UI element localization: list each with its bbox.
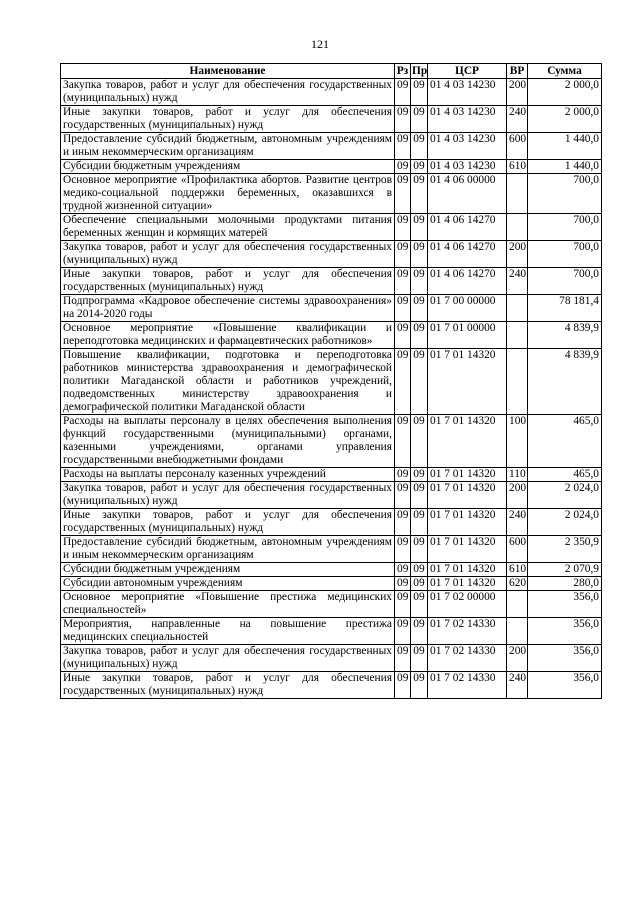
table-row bbox=[61, 349, 602, 415]
table-row bbox=[61, 563, 602, 577]
cell-rz: 09 bbox=[395, 591, 411, 618]
cell-sum: 356,0 bbox=[528, 672, 602, 699]
table-row bbox=[61, 295, 602, 322]
table-row bbox=[61, 174, 602, 214]
cell-csr: 01 7 02 14330 bbox=[428, 618, 507, 645]
table-body bbox=[61, 79, 602, 699]
cell-vr: 620 bbox=[507, 577, 528, 591]
cell-sum: 78 181,4 bbox=[528, 295, 602, 322]
cell-sum: 2 000,0 bbox=[528, 106, 602, 133]
cell-pr: 09 bbox=[411, 133, 428, 160]
cell-rz: 09 bbox=[395, 214, 411, 241]
cell-pr: 09 bbox=[411, 160, 428, 174]
table-row bbox=[61, 214, 602, 241]
cell-rz: 09 bbox=[395, 349, 411, 415]
cell-vr: 240 bbox=[507, 106, 528, 133]
cell-rz: 09 bbox=[395, 174, 411, 214]
cell-csr: 01 7 01 14320 bbox=[428, 536, 507, 563]
cell-pr: 09 bbox=[411, 536, 428, 563]
cell-rz: 09 bbox=[395, 536, 411, 563]
cell-name: Повышение квалификации, подготовка и переподготовка работников министерства здравоохранения и демографической политики Магаданской области и работников учреждений, подведомственных министерству здравоохранения и демографической политики Магаданской области bbox=[61, 349, 395, 415]
cell-vr: 240 bbox=[507, 509, 528, 536]
cell-pr: 09 bbox=[411, 106, 428, 133]
table-row bbox=[61, 79, 602, 106]
cell-vr: 610 bbox=[507, 563, 528, 577]
cell-sum: 4 839,9 bbox=[528, 349, 602, 415]
cell-rz: 09 bbox=[395, 79, 411, 106]
budget-table bbox=[60, 63, 602, 699]
cell-vr: 100 bbox=[507, 415, 528, 468]
cell-name: Закупка товаров, работ и услуг для обеспечения государственных (муниципальных) нужд bbox=[61, 482, 395, 509]
cell-vr: 110 bbox=[507, 468, 528, 482]
cell-pr: 09 bbox=[411, 645, 428, 672]
table-row bbox=[61, 536, 602, 563]
cell-pr: 09 bbox=[411, 174, 428, 214]
cell-vr: 200 bbox=[507, 241, 528, 268]
cell-vr bbox=[507, 214, 528, 241]
cell-rz: 09 bbox=[395, 160, 411, 174]
cell-vr bbox=[507, 174, 528, 214]
cell-pr: 09 bbox=[411, 79, 428, 106]
cell-csr: 01 7 01 00000 bbox=[428, 322, 507, 349]
cell-csr: 01 7 02 14330 bbox=[428, 645, 507, 672]
cell-name: Расходы на выплаты персоналу в целях обеспечения выполнения функций государственными (муниципальными) органами, казенными учреждениями, органами управления государственными внебюджетными фондами bbox=[61, 415, 395, 468]
cell-csr: 01 7 02 00000 bbox=[428, 591, 507, 618]
cell-vr: 200 bbox=[507, 645, 528, 672]
cell-name: Подпрограмма «Кадровое обеспечение системы здравоохранения» на 2014-2020 годы bbox=[61, 295, 395, 322]
cell-name: Субсидии бюджетным учреждениям bbox=[61, 563, 395, 577]
cell-pr: 09 bbox=[411, 591, 428, 618]
cell-name: Субсидии бюджетным учреждениям bbox=[61, 160, 395, 174]
cell-sum: 280,0 bbox=[528, 577, 602, 591]
cell-csr: 01 7 01 14320 bbox=[428, 577, 507, 591]
cell-pr: 09 bbox=[411, 577, 428, 591]
cell-vr bbox=[507, 295, 528, 322]
table-row bbox=[61, 482, 602, 509]
cell-pr: 09 bbox=[411, 618, 428, 645]
cell-sum: 2 024,0 bbox=[528, 509, 602, 536]
cell-name: Расходы на выплаты персоналу казенных учреждений bbox=[61, 468, 395, 482]
cell-vr bbox=[507, 322, 528, 349]
cell-csr: 01 4 03 14230 bbox=[428, 133, 507, 160]
cell-sum: 2 350,9 bbox=[528, 536, 602, 563]
cell-rz: 09 bbox=[395, 577, 411, 591]
cell-sum: 2 070,9 bbox=[528, 563, 602, 577]
table-header-row bbox=[61, 64, 602, 79]
cell-csr: 01 7 01 14320 bbox=[428, 563, 507, 577]
header-rz: Рз bbox=[395, 64, 411, 79]
cell-pr: 09 bbox=[411, 241, 428, 268]
cell-name: Основное мероприятие «Повышение престижа медицинских специальностей» bbox=[61, 591, 395, 618]
cell-sum: 700,0 bbox=[528, 241, 602, 268]
cell-rz: 09 bbox=[395, 415, 411, 468]
cell-rz: 09 bbox=[395, 618, 411, 645]
cell-vr: 240 bbox=[507, 268, 528, 295]
cell-pr: 09 bbox=[411, 672, 428, 699]
cell-csr: 01 7 01 14320 bbox=[428, 349, 507, 415]
cell-rz: 09 bbox=[395, 106, 411, 133]
cell-pr: 09 bbox=[411, 322, 428, 349]
cell-rz: 09 bbox=[395, 241, 411, 268]
cell-rz: 09 bbox=[395, 482, 411, 509]
cell-name: Закупка товаров, работ и услуг для обеспечения государственных (муниципальных) нужд bbox=[61, 79, 395, 106]
cell-name: Иные закупки товаров, работ и услуг для обеспечения государственных (муниципальных) нужд bbox=[61, 106, 395, 133]
cell-name: Закупка товаров, работ и услуг для обеспечения государственных (муниципальных) нужд bbox=[61, 645, 395, 672]
cell-name: Основное мероприятие «Повышение квалификации и переподготовка медицинских и фармацевтических работников» bbox=[61, 322, 395, 349]
cell-pr: 09 bbox=[411, 468, 428, 482]
table-row bbox=[61, 645, 602, 672]
cell-pr: 09 bbox=[411, 509, 428, 536]
cell-csr: 01 4 06 14270 bbox=[428, 268, 507, 295]
cell-name: Обеспечение специальными молочными продуктами питания беременных женщин и кормящих матерей bbox=[61, 214, 395, 241]
table-row bbox=[61, 106, 602, 133]
cell-csr: 01 4 03 14230 bbox=[428, 106, 507, 133]
cell-name: Основное мероприятие «Профилактика абортов. Развитие центров медико-социальной поддержки беременных, оказавшихся в трудной жизненной ситуации» bbox=[61, 174, 395, 214]
cell-name: Иные закупки товаров, работ и услуг для обеспечения государственных (муниципальных) нужд bbox=[61, 509, 395, 536]
cell-vr: 200 bbox=[507, 79, 528, 106]
cell-name: Иные закупки товаров, работ и услуг для обеспечения государственных (муниципальных) нужд bbox=[61, 672, 395, 699]
header-vr: ВР bbox=[507, 64, 528, 79]
cell-rz: 09 bbox=[395, 645, 411, 672]
cell-vr: 600 bbox=[507, 536, 528, 563]
cell-csr: 01 4 06 14270 bbox=[428, 241, 507, 268]
cell-vr bbox=[507, 349, 528, 415]
cell-sum: 356,0 bbox=[528, 618, 602, 645]
table-row bbox=[61, 322, 602, 349]
table-row bbox=[61, 160, 602, 174]
cell-pr: 09 bbox=[411, 563, 428, 577]
cell-csr: 01 7 01 14320 bbox=[428, 468, 507, 482]
table-row bbox=[61, 133, 602, 160]
cell-csr: 01 7 01 14320 bbox=[428, 509, 507, 536]
cell-csr: 01 4 03 14230 bbox=[428, 160, 507, 174]
cell-rz: 09 bbox=[395, 672, 411, 699]
header-pr: Пр bbox=[412, 65, 428, 77]
table-row bbox=[61, 415, 602, 468]
cell-csr: 01 4 06 14270 bbox=[428, 214, 507, 241]
cell-rz: 09 bbox=[395, 563, 411, 577]
cell-name: Предоставление субсидий бюджетным, автономным учреждениям и иным некоммерческим организациям bbox=[61, 133, 395, 160]
cell-sum: 2 000,0 bbox=[528, 79, 602, 106]
cell-sum: 4 839,9 bbox=[528, 322, 602, 349]
cell-pr: 09 bbox=[411, 482, 428, 509]
cell-vr: 600 bbox=[507, 133, 528, 160]
cell-rz: 09 bbox=[395, 133, 411, 160]
cell-csr: 01 7 02 14330 bbox=[428, 672, 507, 699]
cell-vr bbox=[507, 618, 528, 645]
cell-vr: 200 bbox=[507, 482, 528, 509]
cell-csr: 01 7 00 00000 bbox=[428, 295, 507, 322]
table-row bbox=[61, 509, 602, 536]
cell-name: Мероприятия, направленные на повышение престижа медицинских специальностей bbox=[61, 618, 395, 645]
table-row bbox=[61, 618, 602, 645]
cell-rz: 09 bbox=[395, 268, 411, 295]
cell-rz: 09 bbox=[395, 295, 411, 322]
table-row bbox=[61, 672, 602, 699]
cell-csr: 01 4 06 00000 bbox=[428, 174, 507, 214]
cell-sum: 2 024,0 bbox=[528, 482, 602, 509]
cell-sum: 356,0 bbox=[528, 591, 602, 618]
cell-name: Иные закупки товаров, работ и услуг для обеспечения государственных (муниципальных) нужд bbox=[61, 268, 395, 295]
cell-sum: 700,0 bbox=[528, 268, 602, 295]
table-row bbox=[61, 591, 602, 618]
header-csr: ЦСР bbox=[428, 64, 507, 79]
page-number: 121 bbox=[311, 37, 329, 51]
cell-name: Предоставление субсидий бюджетным, автономным учреждениям и иным некоммерческим организациям bbox=[61, 536, 395, 563]
cell-sum: 1 440,0 bbox=[528, 160, 602, 174]
cell-rz: 09 bbox=[395, 509, 411, 536]
cell-csr: 01 4 03 14230 bbox=[428, 79, 507, 106]
table-row bbox=[61, 468, 602, 482]
cell-vr bbox=[507, 591, 528, 618]
table-row bbox=[61, 268, 602, 295]
cell-csr: 01 7 01 14320 bbox=[428, 415, 507, 468]
cell-pr: 09 bbox=[411, 268, 428, 295]
cell-rz: 09 bbox=[395, 468, 411, 482]
table-row bbox=[61, 577, 602, 591]
cell-rz: 09 bbox=[395, 322, 411, 349]
cell-pr: 09 bbox=[411, 349, 428, 415]
cell-sum: 356,0 bbox=[528, 645, 602, 672]
cell-sum: 700,0 bbox=[528, 174, 602, 214]
cell-pr: 09 bbox=[411, 214, 428, 241]
cell-vr: 240 bbox=[507, 672, 528, 699]
cell-pr: 09 bbox=[411, 415, 428, 468]
cell-sum: 465,0 bbox=[528, 415, 602, 468]
cell-vr: 610 bbox=[507, 160, 528, 174]
cell-pr: 09 bbox=[411, 295, 428, 322]
header-name: Наименование bbox=[61, 64, 395, 79]
cell-sum: 465,0 bbox=[528, 468, 602, 482]
cell-name: Закупка товаров, работ и услуг для обеспечения государственных (муниципальных) нужд bbox=[61, 241, 395, 268]
cell-sum: 700,0 bbox=[528, 214, 602, 241]
cell-csr: 01 7 01 14320 bbox=[428, 482, 507, 509]
cell-sum: 1 440,0 bbox=[528, 133, 602, 160]
cell-name: Субсидии автономным учреждениям bbox=[61, 577, 395, 591]
table-row bbox=[61, 241, 602, 268]
header-sum: Сумма bbox=[528, 64, 602, 79]
